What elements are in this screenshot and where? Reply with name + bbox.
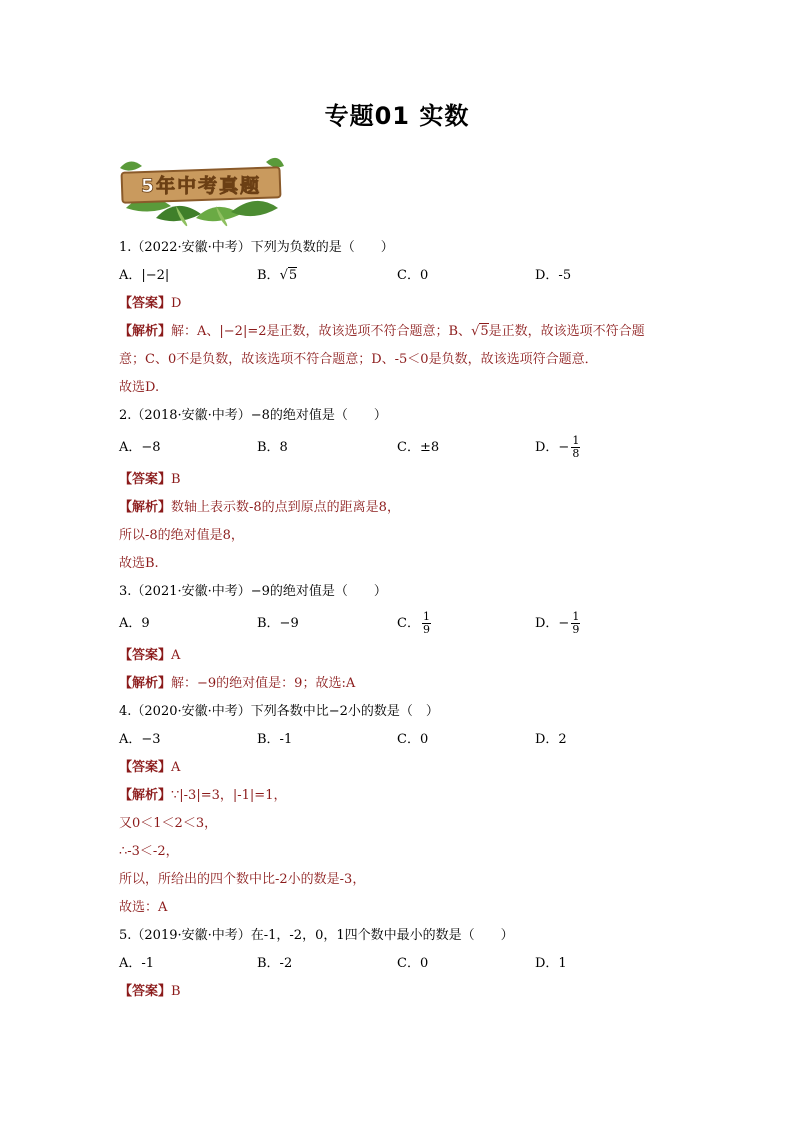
option-a: A．−3 [119,732,161,747]
option-a: A．−8 [119,440,161,455]
option-d: D．1 [535,956,567,971]
option-a: A．9 [119,616,150,631]
analysis-4-line-3: ∴-3＜-2， [119,844,179,859]
analysis-2-line-1: 【解析】数轴上表示数-8的点到原点的距离是8， [119,500,400,515]
question-4-stem: 4.（2020·安徽·中考）下列各数中比−2小的数是（ ） [119,704,439,719]
option-a: A．-1 [119,956,155,971]
analysis-3-line-1: 【解析】解：−9的绝对值是：9；故选:A [119,676,356,691]
banner-text: 5年中考真题 [140,175,262,197]
option-b: B．-1 [257,732,293,747]
question-1-options [119,262,699,290]
question-5-stem: 5.（2019·安徽·中考）在-1，-2，0，1四个数中最小的数是（ ） [119,928,514,943]
option-d: D．2 [535,732,567,747]
answer-4: 【答案】A [119,760,181,775]
analysis-1-line-3: 故选D. [119,380,160,395]
analysis-4-line-4: 所以，所给出的四个数中比-2小的数是-3， [119,872,366,887]
option-b: B．-2 [257,956,293,971]
answer-1: 【答案】D [119,296,182,311]
option-b: B．8 [257,440,288,455]
analysis-2-line-3: 故选B. [119,556,159,571]
fraction: $\frac{1}{9}$ [422,610,430,636]
sqrt-icon: √ [471,324,480,339]
option-c: C．0 [397,268,429,283]
answer-5: 【答案】B [119,984,181,999]
question-1-stem: 1.（2022·安徽·中考）下列为负数的是（ ） [119,240,394,255]
answer-3: 【答案】A [119,648,181,663]
analysis-4-line-2: 又0＜1＜2＜3， [119,816,218,831]
analysis-1-line-1: 【解析】解：A、|−2|=2是正数，故该选项不符合题意；B、√5是正数，故该选项不符合题 [119,324,645,339]
option-d: D．− $\frac{1}{8}$ [535,434,580,460]
option-c: C． $\frac{1}{9}$ [397,610,430,636]
option-c: C．0 [397,956,429,971]
option-d: D．-5 [535,268,572,283]
question-2-stem: 2.（2018·安徽·中考）−8的绝对值是（ ） [119,408,387,423]
page-title: 专题01 实数 [324,102,470,130]
banner-5-year-exam [116,148,286,228]
option-a: A．|−2| [119,268,170,283]
sqrt-icon: √ [279,268,288,283]
question-3-stem: 3.（2021·安徽·中考）−9的绝对值是（ ） [119,584,387,599]
fraction: $\frac{1}{9}$ [572,610,580,636]
analysis-4-line-5: 故选：A [119,900,168,915]
option-c: C．0 [397,732,429,747]
question-4-options [119,726,699,754]
question-2-options [119,430,699,466]
option-c: C．±8 [397,440,440,455]
option-b: B．√5 [257,268,298,283]
analysis-2-line-2: 所以-8的绝对值是8， [119,528,244,543]
answer-2: 【答案】B [119,472,181,487]
analysis-4-line-1: 【解析】∵|-3|=3，|-1|=1， [119,788,287,803]
fraction: $\frac{1}{8}$ [572,434,580,460]
analysis-1-line-2: 意；C、0不是负数，故该选项不符合题意；D、-5＜0是负数，故该选项符合题意． [119,352,598,367]
option-d: D．− $\frac{1}{9}$ [535,610,580,636]
question-3-options [119,606,699,642]
option-b: B．−9 [257,616,299,631]
question-5-options [119,950,699,978]
question-list [119,234,699,1006]
